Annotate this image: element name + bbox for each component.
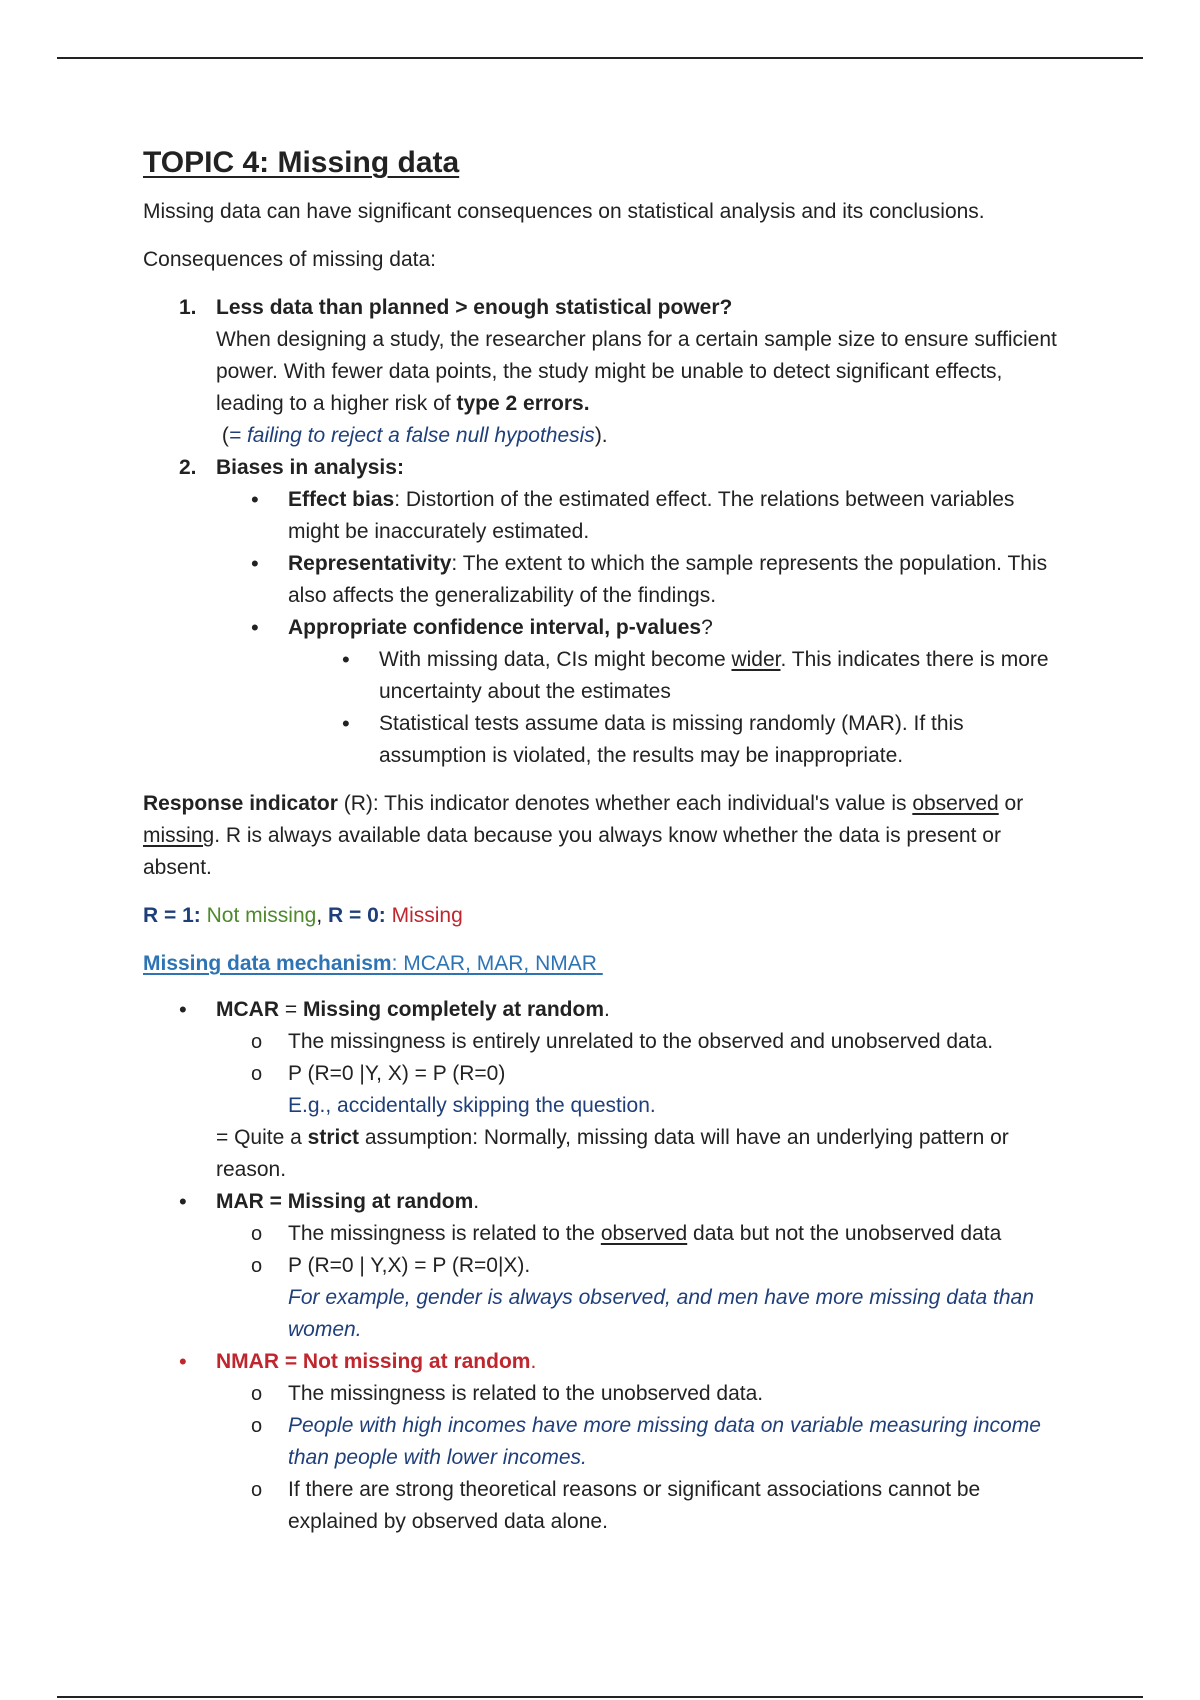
list-item: o If there are strong theoretical reasons or significant associations cannot be explained by observed data alone. — [143, 1474, 1063, 1538]
circle-marker: o — [251, 1415, 263, 1437]
item-heading: Less data than planned > enough statistical power? — [216, 296, 733, 319]
consequences-heading: Consequences of missing data: — [143, 248, 437, 271]
list-item: o People with high incomes have more missing data on variable measuring income than people with lower incomes. — [143, 1410, 1063, 1474]
intro-paragraph: Missing data can have significant consequences on statistical analysis and its conclusions. — [143, 200, 985, 223]
item-heading: Biases in analysis: — [216, 456, 404, 479]
number-marker: 2. — [179, 456, 197, 479]
null-hypothesis-note: (= failing to reject a false null hypothesis). — [221, 424, 608, 447]
list-item: • Statistical tests assume data is missing randomly (MAR). If this assumption is violated, the results may be inappropriate. — [143, 708, 1063, 772]
list-item: o The missingness is entirely unrelated to the observed and unobserved data. — [143, 1026, 1063, 1058]
circle-marker: o — [251, 1031, 263, 1053]
bullet-marker: • — [179, 997, 187, 1022]
list-item: • Appropriate confidence interval, p-values? — [143, 612, 1063, 644]
list-item: o The missingness is related to the unobserved data. — [143, 1378, 1063, 1410]
mcar-example: E.g., accidentally skipping the question. — [288, 1094, 656, 1117]
circle-marker: o — [251, 1479, 263, 1501]
circle-marker: o — [251, 1255, 263, 1277]
document-page — [143, 140, 1063, 1538]
top-rule — [57, 57, 1143, 59]
list-item: • Effect bias: Distortion of the estimated effect. The relations between variables might be inaccurately estimated. — [143, 484, 1063, 548]
circle-marker: o — [251, 1383, 263, 1405]
response-indicator-paragraph: Response indicator (R): This indicator denotes whether each individual's value is observed or missing. R is always available data because you always know whether the data is present or absent. — [143, 792, 1024, 879]
list-item: • Representativity: The extent to which the sample represents the population. This also affects the generalizability of the findings. — [143, 548, 1063, 612]
mechanism-heading: Missing data mechanism: MCAR, MAR, NMAR — [143, 952, 597, 975]
bullet-marker: • — [342, 711, 350, 736]
r-values-line: R = 1: Not missing, R = 0: Missing — [143, 904, 463, 927]
item-text: When designing a study, the researcher plans for a certain sample size to ensure sufficient power. With fewer data points, the study might be unable to detect significant effects, leading to a higher risk of — [216, 328, 1057, 415]
circle-marker: o — [251, 1223, 263, 1245]
mar-example: For example, gender is always observed, and men have more missing data than women. — [288, 1286, 1034, 1341]
bullet-marker: • — [342, 647, 350, 672]
bullet-marker: • — [251, 487, 259, 512]
list-item: o P (R=0 | Y,X) = P (R=0|X). For example, gender is always observed, and men have more missing data than women. — [143, 1250, 1063, 1346]
numbered-item-1 — [143, 292, 1063, 452]
circle-marker: o — [251, 1063, 263, 1085]
list-item: • With missing data, CIs might become wider. This indicates there is more uncertainty about the estimates — [143, 644, 1063, 708]
nmar-item: • NMAR = Not missing at random. — [143, 1346, 1063, 1378]
bottom-rule — [57, 1696, 1143, 1698]
bullet-marker: • — [251, 615, 259, 640]
bullet-marker: • — [179, 1349, 187, 1374]
type2-term: type 2 errors. — [456, 392, 590, 415]
list-item: o P (R=0 |Y, X) = P (R=0) E.g., accidentally skipping the question. — [143, 1058, 1063, 1122]
bullet-marker: • — [251, 551, 259, 576]
mcar-note: = Quite a strict assumption: Normally, missing data will have an underlying pattern or reason. — [216, 1126, 1009, 1181]
mcar-item: • MCAR = Missing completely at random. — [143, 994, 1063, 1026]
mar-item: • MAR = Missing at random. — [143, 1186, 1063, 1218]
bullet-marker: • — [179, 1189, 187, 1214]
list-item: o The missingness is related to the observed data but not the unobserved data — [143, 1218, 1063, 1250]
page-title: TOPIC 4: Missing data — [143, 146, 460, 179]
number-marker: 1. — [179, 296, 197, 319]
numbered-item-2 — [143, 452, 1063, 484]
